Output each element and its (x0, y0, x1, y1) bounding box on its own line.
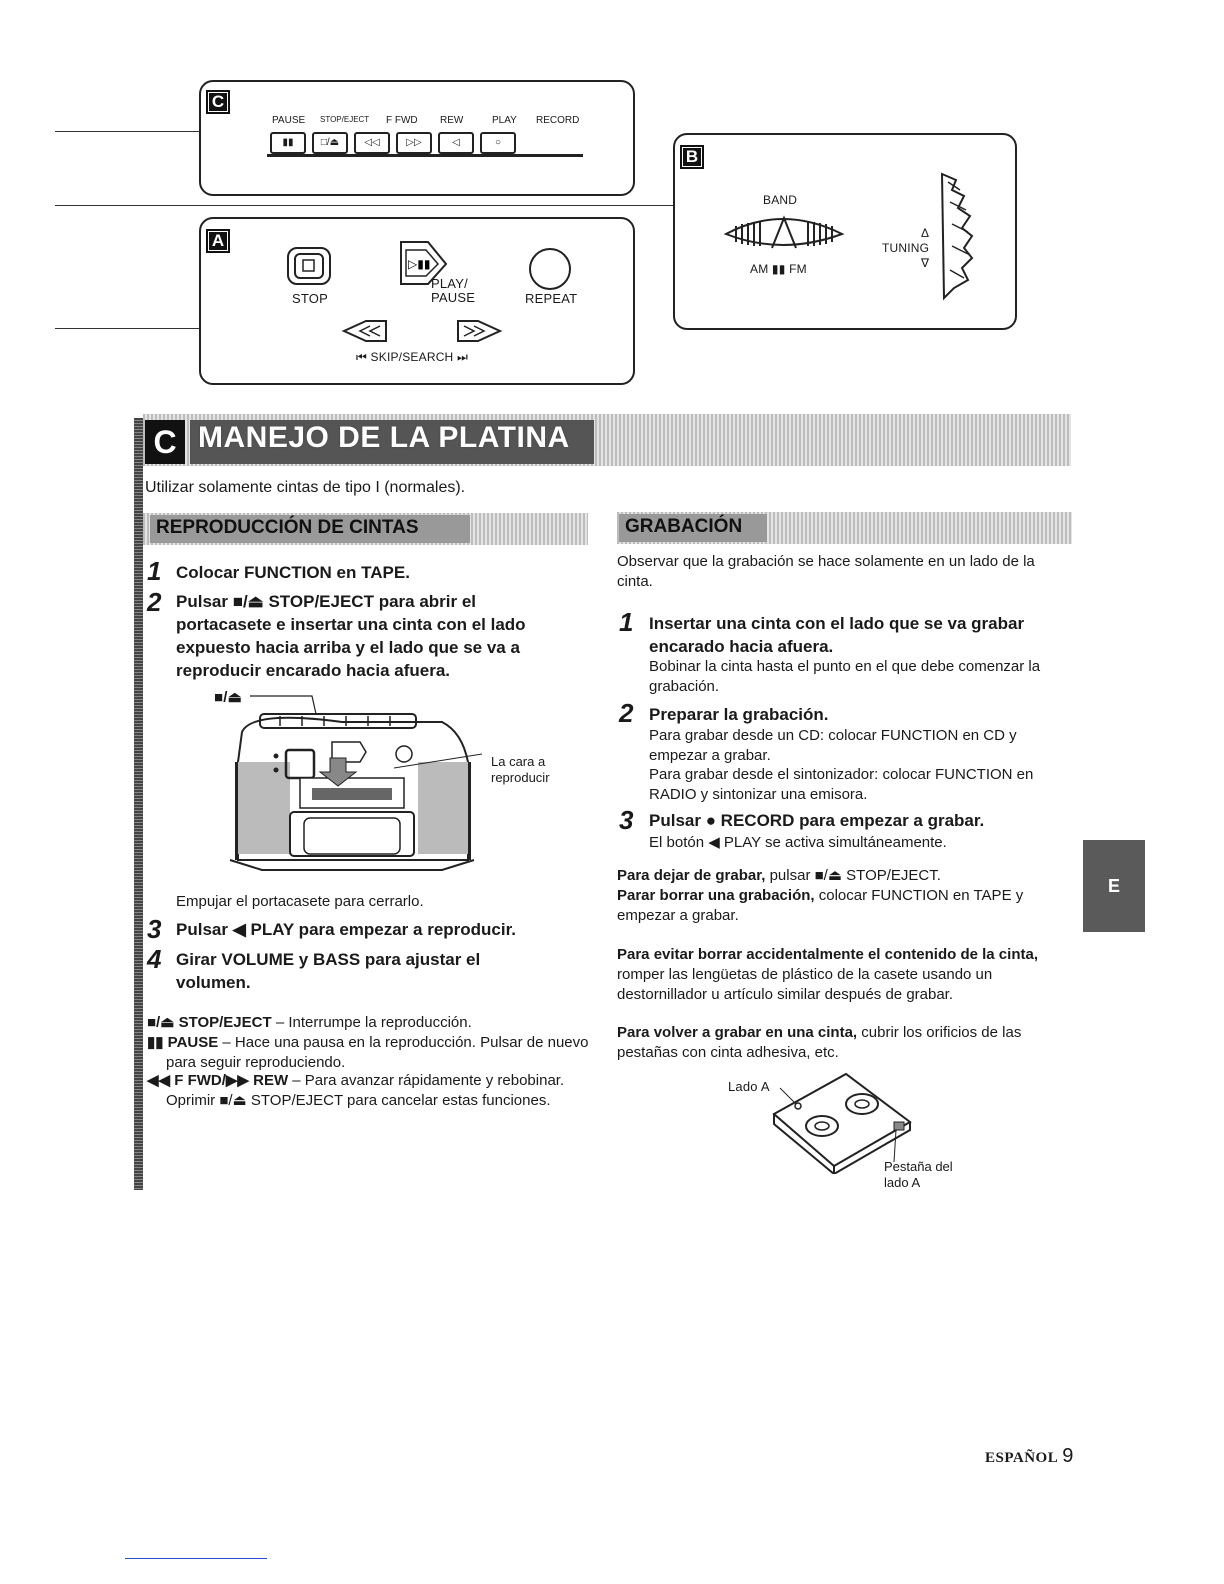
repeat-button-icon[interactable] (527, 246, 573, 292)
label-rew: REW (440, 115, 464, 126)
band-label: BAND (763, 193, 798, 207)
panel-c-labels (272, 115, 579, 126)
play-step-number: 4 (147, 944, 162, 974)
rerecord-note: Para volver a grabar en una cinta, cubrir los orificios de las pestañas con cinta adhesiva, etc. (617, 1024, 1022, 1061)
repeat-label: REPEAT (525, 291, 578, 306)
pause-key[interactable]: ▮▮ (270, 132, 306, 154)
stop-recording-note: Para dejar de grabar, pulsar ■/⏏ STOP/EJECT. (617, 867, 941, 884)
label-pause: PAUSE (272, 115, 306, 126)
tuning-dial-icon[interactable] (934, 170, 978, 302)
label-ffwd: F FWD (386, 115, 418, 126)
svg-text:▷▮▮: ▷▮▮ (408, 257, 431, 271)
panel-c-keys (270, 132, 522, 154)
rec-step-number: 2 (619, 698, 634, 728)
label-record: RECORD (536, 115, 580, 126)
rec-step-text: Pulsar ● RECORD para empezar a grabar. (649, 811, 985, 830)
rec-step-sub: El botón ◀ PLAY se activa simultáneamente. (649, 834, 947, 851)
right-heading: GRABACIÓN (625, 516, 743, 537)
skip-forward-button-icon[interactable] (456, 318, 504, 344)
play-step-number: 2 (147, 587, 162, 617)
am-fm-label: AM ▮▮ FM (750, 262, 807, 276)
note-pause: ▮▮ PAUSE – Hace una pausa en la reproducción. Pulsar de nuevo para seguir reproduciendo. (147, 1034, 589, 1071)
tape-deck-figure (222, 692, 484, 884)
play-step-text: Pulsar ■/⏏ STOP/EJECT para abrir el portacasete e insertar una cinta con el lado expuesto hacia arriba y el lado que se va a reproducir encarado hacia afuera. (176, 592, 526, 680)
figure-caption: Empujar el portacasete para cerrarlo. (176, 893, 424, 910)
section-letter-badge: C (145, 420, 185, 464)
skip-search-label: ⏮ SKIP/SEARCH ⏭ (356, 350, 468, 364)
play-key[interactable]: ◁ (438, 132, 474, 154)
tuning-down-icon: ∇ (921, 256, 930, 270)
play-step-text: Girar VOLUME y BASS para ajustar el volumen. (176, 950, 481, 992)
figure-side-label: La cara a reproducir (491, 754, 550, 785)
play-pause-label: PLAY/ PAUSE (431, 276, 476, 305)
footer-page-number: 9 (1062, 1445, 1074, 1467)
cassette-side-label: Lado A (728, 1079, 770, 1094)
rec-step-sub: Bobinar la cinta hasta el punto en el que debe comenzar la grabación. (649, 658, 1041, 695)
footer-language: ESPAÑOL (985, 1450, 1059, 1466)
stop-label: STOP (292, 291, 328, 306)
skip-back-button-icon[interactable] (340, 318, 388, 344)
note-ffwd-rew: ◀◀ F FWD/▶▶ REW – Para avanzar rápidamente y rebobinar. Oprimir ■/⏏ STOP/EJECT para cancelar estas funciones. (147, 1072, 565, 1109)
label-play: PLAY (492, 115, 517, 126)
play-step-number: 3 (147, 914, 162, 944)
play-step-number: 1 (147, 556, 162, 586)
play-step-text: Colocar FUNCTION en TAPE. (176, 563, 410, 582)
rec-step-number: 1 (619, 607, 634, 637)
rew-key[interactable]: ▷▷ (396, 132, 432, 154)
panel-b-badge: B (680, 145, 704, 169)
cassette-figure (770, 1066, 920, 1174)
stop-button-icon[interactable] (286, 246, 332, 286)
ffwd-key[interactable]: ◁◁ (354, 132, 390, 154)
tuning-label: TUNING (882, 241, 930, 255)
right-intro: Observar que la grabación se hace solamente en un lado de la cinta. (617, 553, 1035, 590)
stop-eject-key[interactable]: □/⏏ (312, 132, 348, 154)
left-heading: REPRODUCCIÓN DE CINTAS (156, 517, 419, 538)
erase-note: Parar borrar una grabación, colocar FUNCTION en TAPE y empezar a grabar. (617, 887, 1024, 924)
band-switch-icon[interactable] (722, 212, 846, 260)
footer (985, 1445, 1073, 1468)
rec-step-text: Preparar la grabación. (649, 705, 829, 724)
panel-a-badge: A (206, 229, 230, 253)
play-step-text: Pulsar ◀ PLAY para empezar a reproducir. (176, 920, 516, 939)
panel-c-key-base (267, 154, 583, 157)
rec-step-text: Insertar una cinta con el lado que se va grabar encarado hacia afuera. (649, 614, 1025, 656)
note-stop-eject: ■/⏏ STOP/EJECT – Interrumpe la reproducción. (147, 1014, 472, 1031)
record-key[interactable]: ○ (480, 132, 516, 154)
tuning-up-icon: Δ (921, 226, 930, 240)
figure-stop-eject-label: ■/⏏ (214, 689, 242, 706)
rec-step-number: 3 (619, 805, 634, 835)
cassette-tab-label: Pestaña del lado A (884, 1159, 953, 1190)
language-side-tab: E (1083, 840, 1145, 932)
section-title: MANEJO DE LA PLATINA (198, 421, 570, 454)
rec-step-sub: Para grabar desde el sintonizador: colocar FUNCTION en RADIO y sintonizar una emisora. (649, 766, 1034, 803)
section-left-rule (134, 418, 143, 1190)
label-stop-eject: STOP/EJECT (320, 115, 370, 124)
bottom-rule (125, 1558, 267, 1559)
section-intro: Utilizar solamente cintas de tipo I (normales). (145, 479, 466, 496)
panel-c-badge: C (206, 90, 230, 114)
rec-step-sub: Para grabar desde un CD: colocar FUNCTION en CD y empezar a grabar. (649, 727, 1017, 764)
protect-note: Para evitar borrar accidentalmente el contenido de la cinta, romper las lengüetas de plástico de la casete usando un destornillador u artículo similar después de grabar. (617, 946, 1038, 1003)
